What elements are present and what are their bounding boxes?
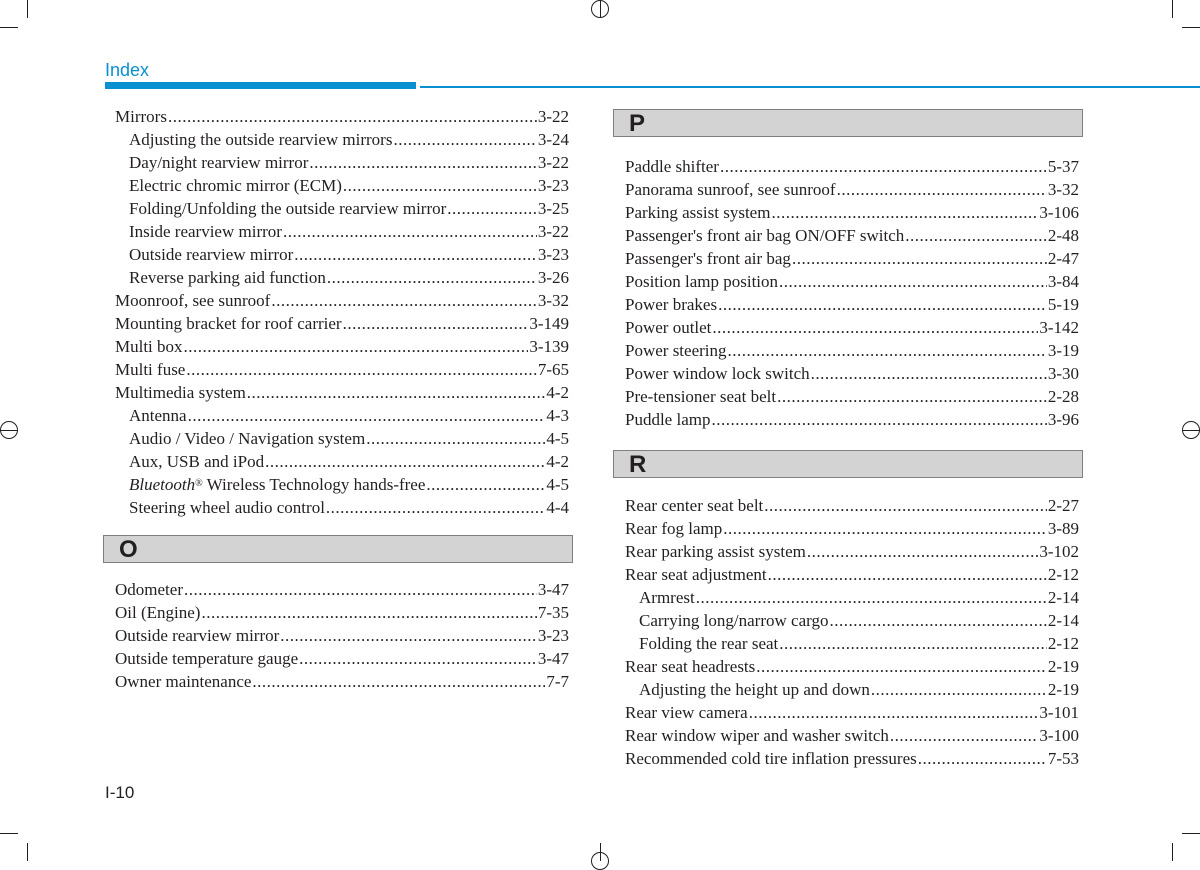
entry-page-ref: 3-89 xyxy=(1047,519,1079,538)
entry-page-ref: 4-4 xyxy=(546,498,569,517)
index-entry xyxy=(613,155,1083,178)
entry-term: Passenger's front air bag xyxy=(625,249,791,268)
entry-term: Passenger's front air bag ON/OFF switch xyxy=(625,226,905,245)
index-entry xyxy=(613,224,1083,247)
entry-term: Adjusting the outside rearview mirrors xyxy=(129,130,393,149)
entry-page-ref: 7-65 xyxy=(537,360,569,379)
crop-mark-bottom-left-h xyxy=(0,833,18,834)
index-subentry xyxy=(103,266,573,289)
dot-leader xyxy=(890,724,1038,747)
entries-r-group xyxy=(613,494,1083,770)
entry-term: Rear parking assist system xyxy=(625,542,806,561)
entry-page-ref: 5-19 xyxy=(1047,295,1079,314)
entries-m-group xyxy=(103,105,573,519)
dot-leader xyxy=(247,381,546,404)
entry-page-ref: 4-5 xyxy=(546,429,569,448)
entry-page-ref: 2-28 xyxy=(1047,387,1079,406)
entry-term: Steering wheel audio control xyxy=(129,498,325,517)
index-entry xyxy=(613,362,1083,385)
entry-term-rest: Wireless Technology hands-free xyxy=(202,475,426,494)
header-rule xyxy=(420,86,1200,88)
dot-leader xyxy=(309,151,536,174)
entry-term: Parking assist system xyxy=(625,203,771,222)
registered-mark: ® xyxy=(195,478,203,489)
index-entry xyxy=(613,494,1083,517)
index-entry xyxy=(613,247,1083,270)
entry-page-ref: 3-30 xyxy=(1047,364,1079,383)
index-column-right xyxy=(613,105,1083,770)
dot-leader xyxy=(807,540,1038,563)
dot-leader xyxy=(447,197,537,220)
entry-term: Recommended cold tire inflation pressures xyxy=(625,749,917,768)
entry-term: Multimedia system xyxy=(115,383,246,402)
dot-leader xyxy=(265,450,545,473)
registration-line-left xyxy=(0,430,18,431)
index-subentry xyxy=(103,128,573,151)
index-entry xyxy=(613,408,1083,431)
entry-page-ref: 7-53 xyxy=(1047,749,1079,768)
section-header-o: O xyxy=(103,535,573,563)
entry-term: Rear view camera xyxy=(625,703,748,722)
crop-mark-top-right-h xyxy=(1182,27,1200,28)
entry-page-ref: 3-25 xyxy=(537,199,569,218)
dot-leader xyxy=(168,105,537,128)
entry-page-ref: 2-12 xyxy=(1047,634,1079,653)
page-number: I-10 xyxy=(105,783,135,802)
dot-leader xyxy=(326,496,545,519)
entry-term: Paddle shifter xyxy=(625,157,719,176)
entry-term: Day/night rearview mirror xyxy=(129,153,309,172)
dot-leader xyxy=(837,178,1047,201)
dot-leader xyxy=(343,312,529,335)
entry-page-ref: 2-47 xyxy=(1047,249,1079,268)
entry-term: Multi box xyxy=(115,337,183,356)
index-subentry xyxy=(103,473,573,496)
dot-leader xyxy=(201,601,536,624)
dot-leader xyxy=(723,517,1047,540)
entry-term: Power window lock switch xyxy=(625,364,810,383)
dot-leader xyxy=(343,174,537,197)
entry-page-ref: 4-5 xyxy=(546,475,569,494)
dot-leader xyxy=(779,632,1047,655)
index-column-left xyxy=(103,105,573,693)
entry-page-ref: 3-23 xyxy=(537,245,569,264)
dot-leader xyxy=(712,316,1038,339)
entry-term: Position lamp position xyxy=(625,272,779,291)
dot-leader xyxy=(696,586,1047,609)
entry-page-ref: 7-35 xyxy=(537,603,569,622)
crop-mark-bottom-right xyxy=(1172,843,1173,861)
index-subentry xyxy=(103,174,573,197)
entry-page-ref: 3-106 xyxy=(1039,203,1079,222)
entry-page-ref: 3-139 xyxy=(529,337,569,356)
entry-page-ref: 4-3 xyxy=(546,406,569,425)
index-subentry xyxy=(103,151,573,174)
dot-leader xyxy=(184,578,537,601)
index-entry xyxy=(613,701,1083,724)
index-subentry xyxy=(103,496,573,519)
dot-leader xyxy=(829,609,1046,632)
dot-leader xyxy=(777,385,1047,408)
entry-page-ref: 3-32 xyxy=(537,291,569,310)
entry-page-ref: 3-32 xyxy=(1047,180,1079,199)
page-header-title: Index xyxy=(105,60,150,80)
dot-leader xyxy=(283,220,537,243)
entry-term: Rear window wiper and washer switch xyxy=(625,726,889,745)
dot-leader xyxy=(186,358,536,381)
entry-term: Antenna xyxy=(129,406,187,425)
index-entry xyxy=(613,178,1083,201)
section-header-r: R xyxy=(613,450,1083,478)
entry-term: Outside rearview mirror xyxy=(129,245,294,264)
dot-leader xyxy=(871,678,1047,701)
entry-term: Carrying long/narrow cargo xyxy=(639,611,829,630)
dot-leader xyxy=(771,201,1038,224)
entry-page-ref: 3-26 xyxy=(537,268,569,287)
entry-page-ref: 4-2 xyxy=(546,452,569,471)
entry-term-italic: Bluetooth xyxy=(129,475,196,494)
dot-leader xyxy=(764,494,1047,517)
dot-leader xyxy=(720,155,1047,178)
entry-term: Aux, USB and iPod xyxy=(129,452,265,471)
entry-page-ref: 3-47 xyxy=(537,649,569,668)
index-entry xyxy=(613,655,1083,678)
entry-term: Outside temperature gauge xyxy=(115,649,299,668)
index-subentry xyxy=(103,427,573,450)
index-subentry xyxy=(613,609,1083,632)
header-accent-bar xyxy=(105,82,416,89)
dot-leader xyxy=(792,247,1047,270)
entry-term: Owner maintenance xyxy=(115,672,252,691)
entry-term: Moonroof, see sunroof xyxy=(115,291,271,310)
entry-term: Audio / Video / Navigation system xyxy=(129,429,366,448)
dot-leader xyxy=(327,266,537,289)
entry-page-ref: 2-19 xyxy=(1047,680,1079,699)
dot-leader xyxy=(271,289,536,312)
index-entry xyxy=(103,578,573,601)
entry-page-ref: 3-23 xyxy=(537,626,569,645)
dot-leader xyxy=(366,427,545,450)
index-entry xyxy=(613,724,1083,747)
entries-o-group xyxy=(103,578,573,693)
index-subentry xyxy=(103,450,573,473)
index-subentry xyxy=(103,243,573,266)
entry-term: Power outlet xyxy=(625,318,712,337)
dot-leader xyxy=(184,335,529,358)
entry-page-ref: 2-14 xyxy=(1047,611,1079,630)
crop-mark-top-left-h xyxy=(0,27,18,28)
entry-term: Rear seat adjustment xyxy=(625,565,767,584)
index-entry xyxy=(613,385,1083,408)
entry-term: Puddle lamp xyxy=(625,410,711,429)
entry-term: Armrest xyxy=(639,588,695,607)
entry-term: Pre-tensioner seat belt xyxy=(625,387,777,406)
index-entry xyxy=(103,381,573,404)
index-subentry xyxy=(103,220,573,243)
entry-term: Adjusting the height up and down xyxy=(639,680,870,699)
dot-leader xyxy=(779,270,1047,293)
entry-term: Outside rearview mirror xyxy=(115,626,280,645)
registration-line-top xyxy=(600,0,601,18)
registration-line-right xyxy=(1182,430,1200,431)
index-subentry xyxy=(103,404,573,427)
entry-page-ref: 3-22 xyxy=(537,153,569,172)
entry-page-ref: 3-23 xyxy=(537,176,569,195)
entry-page-ref: 3-84 xyxy=(1047,272,1079,291)
entry-page-ref: 2-27 xyxy=(1047,496,1079,515)
crop-mark-top-left xyxy=(27,0,28,18)
index-entry xyxy=(103,670,573,693)
dot-leader xyxy=(711,408,1046,431)
entry-page-ref: 2-14 xyxy=(1047,588,1079,607)
entry-term: Odometer xyxy=(115,580,183,599)
entry-term: Electric chromic mirror (ECM) xyxy=(129,176,342,195)
entry-page-ref: 3-22 xyxy=(537,222,569,241)
entry-page-ref: 3-142 xyxy=(1039,318,1079,337)
entry-page-ref: 3-96 xyxy=(1047,410,1079,429)
entry-term xyxy=(129,473,425,496)
entry-page-ref: 3-149 xyxy=(529,314,569,333)
crop-mark-bottom-right-h xyxy=(1182,833,1200,834)
entry-page-ref: 3-102 xyxy=(1039,542,1079,561)
entries-p-group xyxy=(613,155,1083,431)
entry-page-ref: 2-19 xyxy=(1047,657,1079,676)
index-entry xyxy=(613,517,1083,540)
entry-term: Folding the rear seat xyxy=(639,634,779,653)
index-subentry xyxy=(613,632,1083,655)
entry-term: Mirrors xyxy=(115,107,167,126)
index-entry xyxy=(103,647,573,670)
entry-page-ref: 3-47 xyxy=(537,580,569,599)
entry-term: Mounting bracket for roof carrier xyxy=(115,314,342,333)
index-entry xyxy=(103,601,573,624)
dot-leader xyxy=(426,473,545,496)
section-header-p: P xyxy=(613,109,1083,137)
dot-leader xyxy=(718,293,1047,316)
dot-leader xyxy=(749,701,1039,724)
registration-line-bottom xyxy=(600,843,601,861)
entry-term: Rear seat headrests xyxy=(625,657,756,676)
dot-leader xyxy=(280,624,537,647)
dot-leader xyxy=(294,243,537,266)
index-entry xyxy=(613,270,1083,293)
index-entry xyxy=(103,289,573,312)
entry-page-ref: 2-48 xyxy=(1047,226,1079,245)
index-entry xyxy=(613,293,1083,316)
index-entry xyxy=(103,358,573,381)
entry-term: Oil (Engine) xyxy=(115,603,201,622)
entry-page-ref: 3-101 xyxy=(1039,703,1079,722)
dot-leader xyxy=(393,128,536,151)
index-subentry xyxy=(613,586,1083,609)
index-entry xyxy=(613,747,1083,770)
index-subentry xyxy=(613,678,1083,701)
entry-page-ref: 3-24 xyxy=(537,130,569,149)
entry-term: Multi fuse xyxy=(115,360,186,379)
entry-page-ref: 3-19 xyxy=(1047,341,1079,360)
entry-page-ref: 4-2 xyxy=(546,383,569,402)
dot-leader xyxy=(918,747,1047,770)
dot-leader xyxy=(811,362,1047,385)
index-entry xyxy=(103,335,573,358)
index-entry xyxy=(103,624,573,647)
index-entry xyxy=(103,105,573,128)
index-entry xyxy=(613,316,1083,339)
entry-term: Power steering xyxy=(625,341,727,360)
index-entry xyxy=(103,312,573,335)
index-entry xyxy=(613,339,1083,362)
entry-term: Reverse parking aid function xyxy=(129,268,326,287)
dot-leader xyxy=(905,224,1047,247)
entry-page-ref: 5-37 xyxy=(1047,157,1079,176)
dot-leader xyxy=(768,563,1047,586)
dot-leader xyxy=(252,670,545,693)
entry-term: Folding/Unfolding the outside rearview mirror xyxy=(129,199,447,218)
entry-page-ref: 2-12 xyxy=(1047,565,1079,584)
index-entry xyxy=(613,201,1083,224)
crop-mark-top-right xyxy=(1172,0,1173,18)
crop-mark-bottom-left xyxy=(27,843,28,861)
index-entry xyxy=(613,563,1083,586)
entry-term: Rear fog lamp xyxy=(625,519,723,538)
entry-page-ref: 3-100 xyxy=(1039,726,1079,745)
index-entry xyxy=(613,540,1083,563)
dot-leader xyxy=(188,404,546,427)
entry-page-ref: 3-22 xyxy=(537,107,569,126)
dot-leader xyxy=(728,339,1047,362)
entry-page-ref: 7-7 xyxy=(546,672,569,691)
dot-leader xyxy=(299,647,537,670)
entry-term: Power brakes xyxy=(625,295,718,314)
entry-term: Rear center seat belt xyxy=(625,496,764,515)
entry-term: Panorama sunroof, see sunroof xyxy=(625,180,836,199)
index-subentry xyxy=(103,197,573,220)
dot-leader xyxy=(756,655,1047,678)
entry-term: Inside rearview mirror xyxy=(129,222,282,241)
